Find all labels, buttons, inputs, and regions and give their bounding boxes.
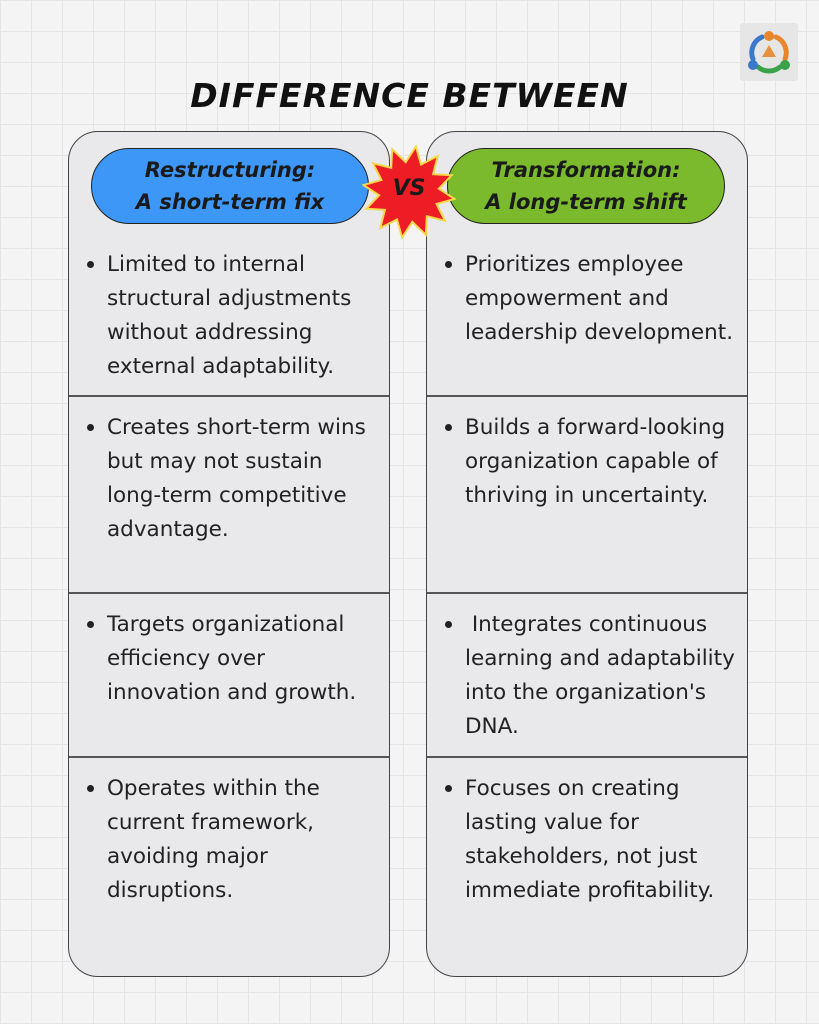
transformation-column — [426, 131, 748, 977]
row-divider — [69, 592, 389, 594]
row-divider — [427, 395, 747, 397]
list-item — [69, 248, 389, 384]
restructuring-header — [91, 148, 369, 224]
transformation-point-2: Builds a forward-looking organization capable of thriving in uncertainty. — [441, 411, 737, 513]
list-item — [69, 772, 389, 908]
list-item — [427, 772, 747, 908]
transformation-point-3: Integrates continuous learning and adaptability into the organization's DNA. — [441, 608, 737, 744]
transformation-point-1: Prioritizes employee empowerment and leadership development. — [441, 248, 737, 350]
transformation-point-4: Focuses on creating lasting value for stakeholders, not just immediate profitability. — [441, 772, 737, 908]
row-divider — [69, 756, 389, 758]
list-item — [69, 411, 389, 547]
list-item — [427, 248, 747, 350]
restructuring-point-3: Targets organizational efficiency over innovation and growth. — [83, 608, 379, 710]
row-divider — [69, 395, 389, 397]
vs-label: VS — [392, 176, 426, 201]
restructuring-point-2: Creates short-term wins but may not sustain long-term competitive advantage. — [83, 411, 379, 547]
transformation-header-line1: Transformation: — [491, 158, 681, 182]
page-title: DIFFERENCE BETWEEN — [190, 76, 629, 115]
restructuring-point-4: Operates within the current framework, avoiding major disruptions. — [83, 772, 379, 908]
team-circle-logo-icon — [740, 23, 798, 81]
restructuring-point-1: Limited to internal structural adjustments without addressing external adaptability. — [83, 248, 379, 384]
restructuring-header-line1: Restructuring: — [144, 158, 316, 182]
list-item — [427, 411, 747, 513]
restructuring-header-line2: A short-term fix — [135, 190, 325, 214]
row-divider — [427, 756, 747, 758]
transformation-header — [447, 148, 725, 224]
restructuring-column — [68, 131, 390, 977]
transformation-header-line2: A long-term shift — [485, 190, 687, 214]
list-item — [427, 608, 747, 744]
row-divider — [427, 592, 747, 594]
list-item — [69, 608, 389, 710]
